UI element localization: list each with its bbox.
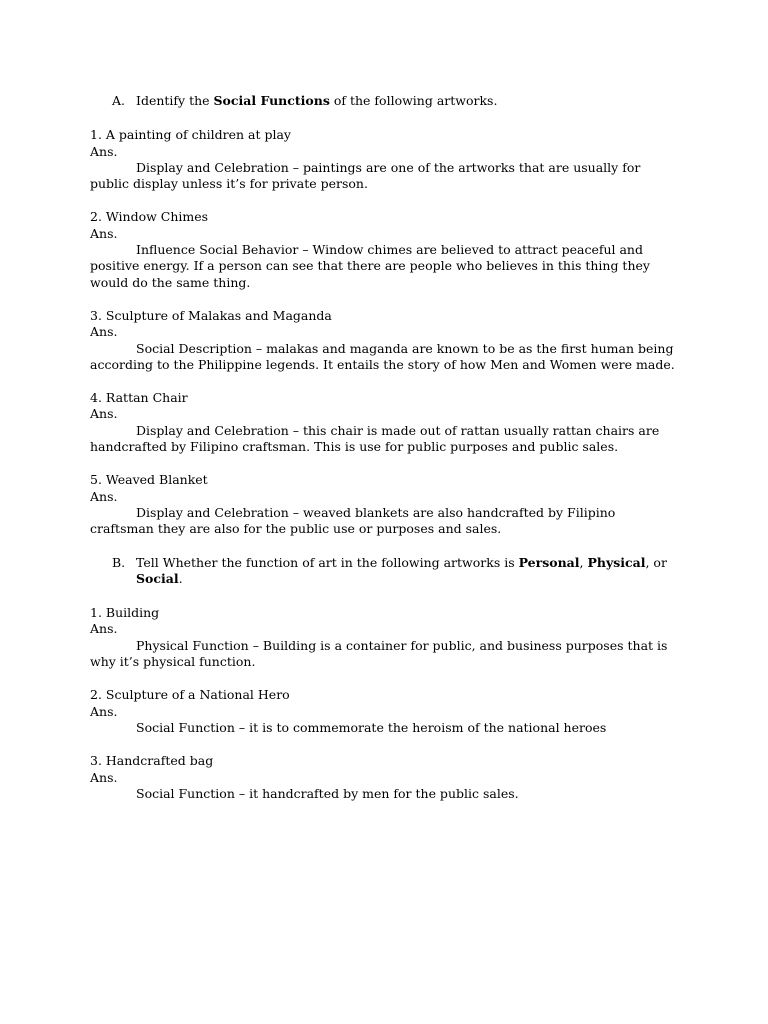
section-a-text-post: of the following artworks.	[329, 93, 498, 108]
ans-label: Ans.	[90, 143, 118, 159]
ans-label: Ans.	[90, 225, 118, 241]
section-b-item-1	[90, 605, 680, 670]
section-a-letter: A.	[112, 93, 126, 108]
section-a-instruction	[136, 93, 680, 109]
section-b-sep-2: , or	[645, 554, 667, 570]
question: 1. Building	[90, 605, 160, 621]
section-b-item-2	[90, 687, 680, 736]
answer: Social Function – it handcrafted by men for the public sales.	[136, 785, 519, 801]
answer: Social Description – malakas and maganda are known to be as the first human being according to the Philippine legends. It entails the story of how Men and Women were made.	[90, 340, 675, 372]
ans-label: Ans.	[90, 703, 118, 719]
section-a-text-pre: Identify the	[136, 93, 214, 108]
question: 2. Sculpture of a National Hero	[90, 687, 290, 703]
question: 4. Rattan Chair	[90, 390, 188, 406]
answer: Social Function – it is to commemorate the heroism of the national heroes	[136, 719, 607, 735]
section-b-heading	[90, 555, 680, 588]
section-b-end: .	[178, 570, 183, 586]
section-a-heading	[90, 93, 680, 109]
section-a-item-3	[90, 308, 680, 373]
section-b-item-3	[90, 753, 680, 802]
answer: Physical Function – Building is a container for public, and business purposes that is why it’s physical function.	[90, 637, 668, 670]
answer: Display and Celebration – this chair is made out of rattan usually rattan chairs are handcrafted by Filipino craftsman. This is use for public purposes and public sales.	[90, 422, 660, 455]
section-b-sep-1: ,	[579, 554, 588, 570]
section-b-bold-personal: Personal	[518, 554, 580, 570]
section-b-bold-social: Social	[136, 570, 179, 586]
ans-label: Ans.	[90, 769, 118, 785]
document-body	[90, 93, 680, 819]
section-b-bold-physical: Physical	[587, 554, 646, 570]
question: 5. Weaved Blanket	[90, 472, 208, 488]
section-a-item-5	[90, 472, 680, 537]
section-a-item-1	[90, 127, 680, 192]
question: 3. Sculpture of Malakas and Maganda	[90, 307, 332, 323]
section-b-text-pre: Tell Whether the function of art in the following artworks is	[136, 554, 519, 570]
ans-label: Ans.	[90, 621, 118, 637]
ans-label: Ans.	[90, 488, 118, 504]
answer: Display and Celebration – paintings are one of the artworks that are usually for public display unless it’s for private person.	[90, 159, 641, 192]
question: 2. Window Chimes	[90, 209, 209, 225]
section-b-instruction	[136, 555, 680, 588]
ans-label: Ans.	[90, 406, 118, 422]
question: 3. Handcrafted bag	[90, 753, 214, 769]
section-a-item-2	[90, 209, 680, 290]
answer: Influence Social Behavior – Window chimes are believed to attract peaceful and positive energy. If a person can see that there are people who believes in this thing they would do the same thing.	[90, 242, 650, 290]
answer: Display and Celebration – weaved blankets are also handcrafted by Filipino craftsman they are also for the public use or purposes and sales.	[90, 504, 616, 537]
section-a-item-4	[90, 390, 680, 455]
section-a-text-bold: Social Functions	[213, 93, 330, 108]
section-b-letter: B.	[112, 554, 126, 570]
question: 1. A painting of children at play	[90, 127, 291, 143]
ans-label: Ans.	[90, 324, 118, 340]
